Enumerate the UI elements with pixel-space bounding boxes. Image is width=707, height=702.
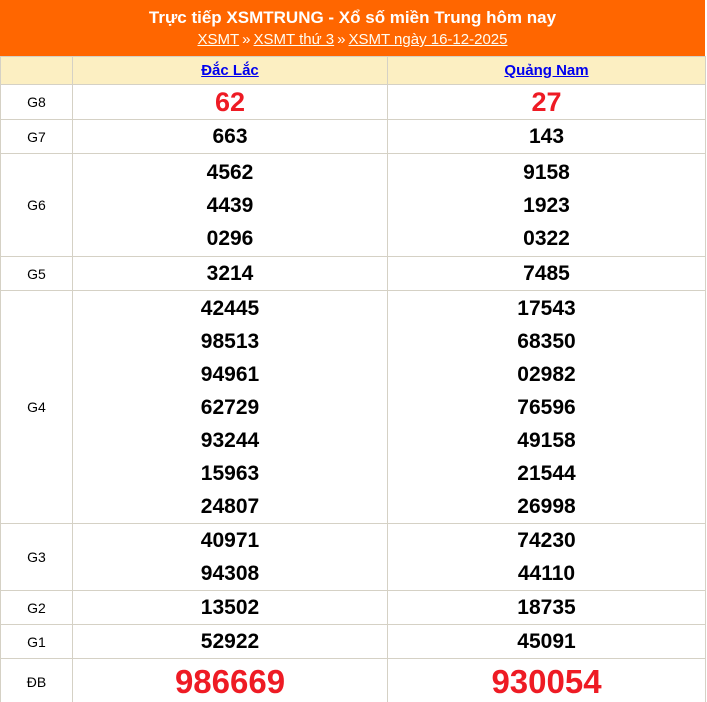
- prize-row-g1: [1, 625, 706, 659]
- prize-number: 3214: [206, 262, 254, 285]
- prize-label: G8: [1, 85, 73, 120]
- prize-number: 93244: [200, 428, 260, 452]
- prize-cell: [388, 120, 706, 154]
- province-link-dac-lac[interactable]: Đắc Lắc: [201, 61, 259, 79]
- prize-cell: [73, 291, 388, 524]
- prize-row-g3: [1, 524, 706, 591]
- prize-number: 27: [531, 87, 562, 117]
- prize-number: 42445: [200, 296, 260, 320]
- prize-cell: [73, 659, 388, 702]
- corner-cell: [1, 57, 73, 85]
- prize-number: 143: [528, 125, 565, 148]
- prize-number: 02982: [517, 362, 576, 386]
- prize-cell: [73, 625, 388, 659]
- prize-label: G1: [1, 625, 73, 659]
- prize-cell: [73, 120, 388, 154]
- prize-number: 76596: [517, 395, 576, 419]
- prize-cell: [73, 524, 388, 591]
- prize-row-db: [1, 659, 706, 702]
- prize-number: 0296: [206, 226, 254, 250]
- breadcrumb: [0, 29, 705, 50]
- prize-number: 94961: [200, 362, 260, 386]
- prize-cell: [388, 591, 706, 625]
- prize-number: 4562: [206, 160, 254, 184]
- prize-cell: [388, 154, 706, 257]
- prize-label: G5: [1, 257, 73, 291]
- prize-number: 18735: [517, 596, 576, 619]
- prize-number: 0322: [523, 226, 570, 250]
- prize-number: 17543: [517, 296, 576, 320]
- prize-row-g5: [1, 257, 706, 291]
- prize-number: 74230: [517, 529, 576, 552]
- prize-row-g2: [1, 591, 706, 625]
- results-table: [0, 56, 706, 702]
- prize-number: 94308: [200, 562, 260, 585]
- prize-cell: [73, 85, 388, 120]
- prize-row-g4: [1, 291, 706, 524]
- prize-row-g7: [1, 120, 706, 154]
- results-table-header-row: [1, 57, 706, 85]
- prize-label: G3: [1, 524, 73, 591]
- prize-cell: [388, 659, 706, 702]
- prize-number: 26998: [517, 494, 576, 518]
- column-header-quang-nam: [388, 57, 706, 85]
- prize-cell: [73, 591, 388, 625]
- prize-number: 663: [212, 125, 248, 148]
- breadcrumb-link-xsmt[interactable]: XSMT: [197, 31, 240, 48]
- prize-cell: [73, 257, 388, 291]
- prize-number: 68350: [517, 329, 576, 353]
- prize-number: 1923: [523, 193, 570, 217]
- prize-number: 9158: [523, 160, 570, 184]
- prize-label: G2: [1, 591, 73, 625]
- prize-label: ĐB: [1, 659, 73, 702]
- breadcrumb-separator: »: [242, 31, 251, 48]
- prize-cell: [388, 291, 706, 524]
- prize-cell: [388, 85, 706, 120]
- jackpot-number: 930054: [491, 663, 602, 700]
- prize-label: G7: [1, 120, 73, 154]
- prize-number: 62: [214, 87, 246, 117]
- column-header-dac-lac: [73, 57, 388, 85]
- province-link-quang-nam[interactable]: Quảng Nam: [504, 61, 589, 79]
- prize-cell: [388, 524, 706, 591]
- prize-number: 40971: [200, 529, 260, 552]
- prize-number: 24807: [200, 494, 260, 518]
- page-title: Trực tiếp XSMTRUNG - Xổ số miền Trung hôm nay: [148, 8, 557, 27]
- prize-number: 62729: [200, 395, 260, 419]
- prize-cell: [73, 154, 388, 257]
- prize-number: 44110: [517, 562, 576, 585]
- prize-number: 49158: [517, 428, 576, 452]
- prize-number: 13502: [200, 596, 260, 619]
- prize-label: G6: [1, 154, 73, 257]
- prize-row-g8: [1, 85, 706, 120]
- prize-number: 21544: [517, 461, 576, 485]
- breadcrumb-link-xsmt-weekday[interactable]: XSMT thứ 3: [253, 31, 335, 48]
- prize-row-g6: [1, 154, 706, 257]
- page-header: [0, 0, 705, 56]
- prize-number: 45091: [517, 630, 576, 653]
- prize-number: 4439: [206, 193, 254, 217]
- prize-cell: [388, 257, 706, 291]
- prize-label: G4: [1, 291, 73, 524]
- jackpot-number: 986669: [174, 663, 286, 700]
- prize-cell: [388, 625, 706, 659]
- prize-number: 7485: [523, 262, 570, 285]
- prize-number: 15963: [200, 461, 260, 485]
- breadcrumb-separator: »: [337, 31, 346, 48]
- prize-number: 52922: [200, 630, 260, 653]
- breadcrumb-link-xsmt-date[interactable]: XSMT ngày 16-12-2025: [348, 31, 508, 48]
- prize-number: 98513: [200, 329, 260, 353]
